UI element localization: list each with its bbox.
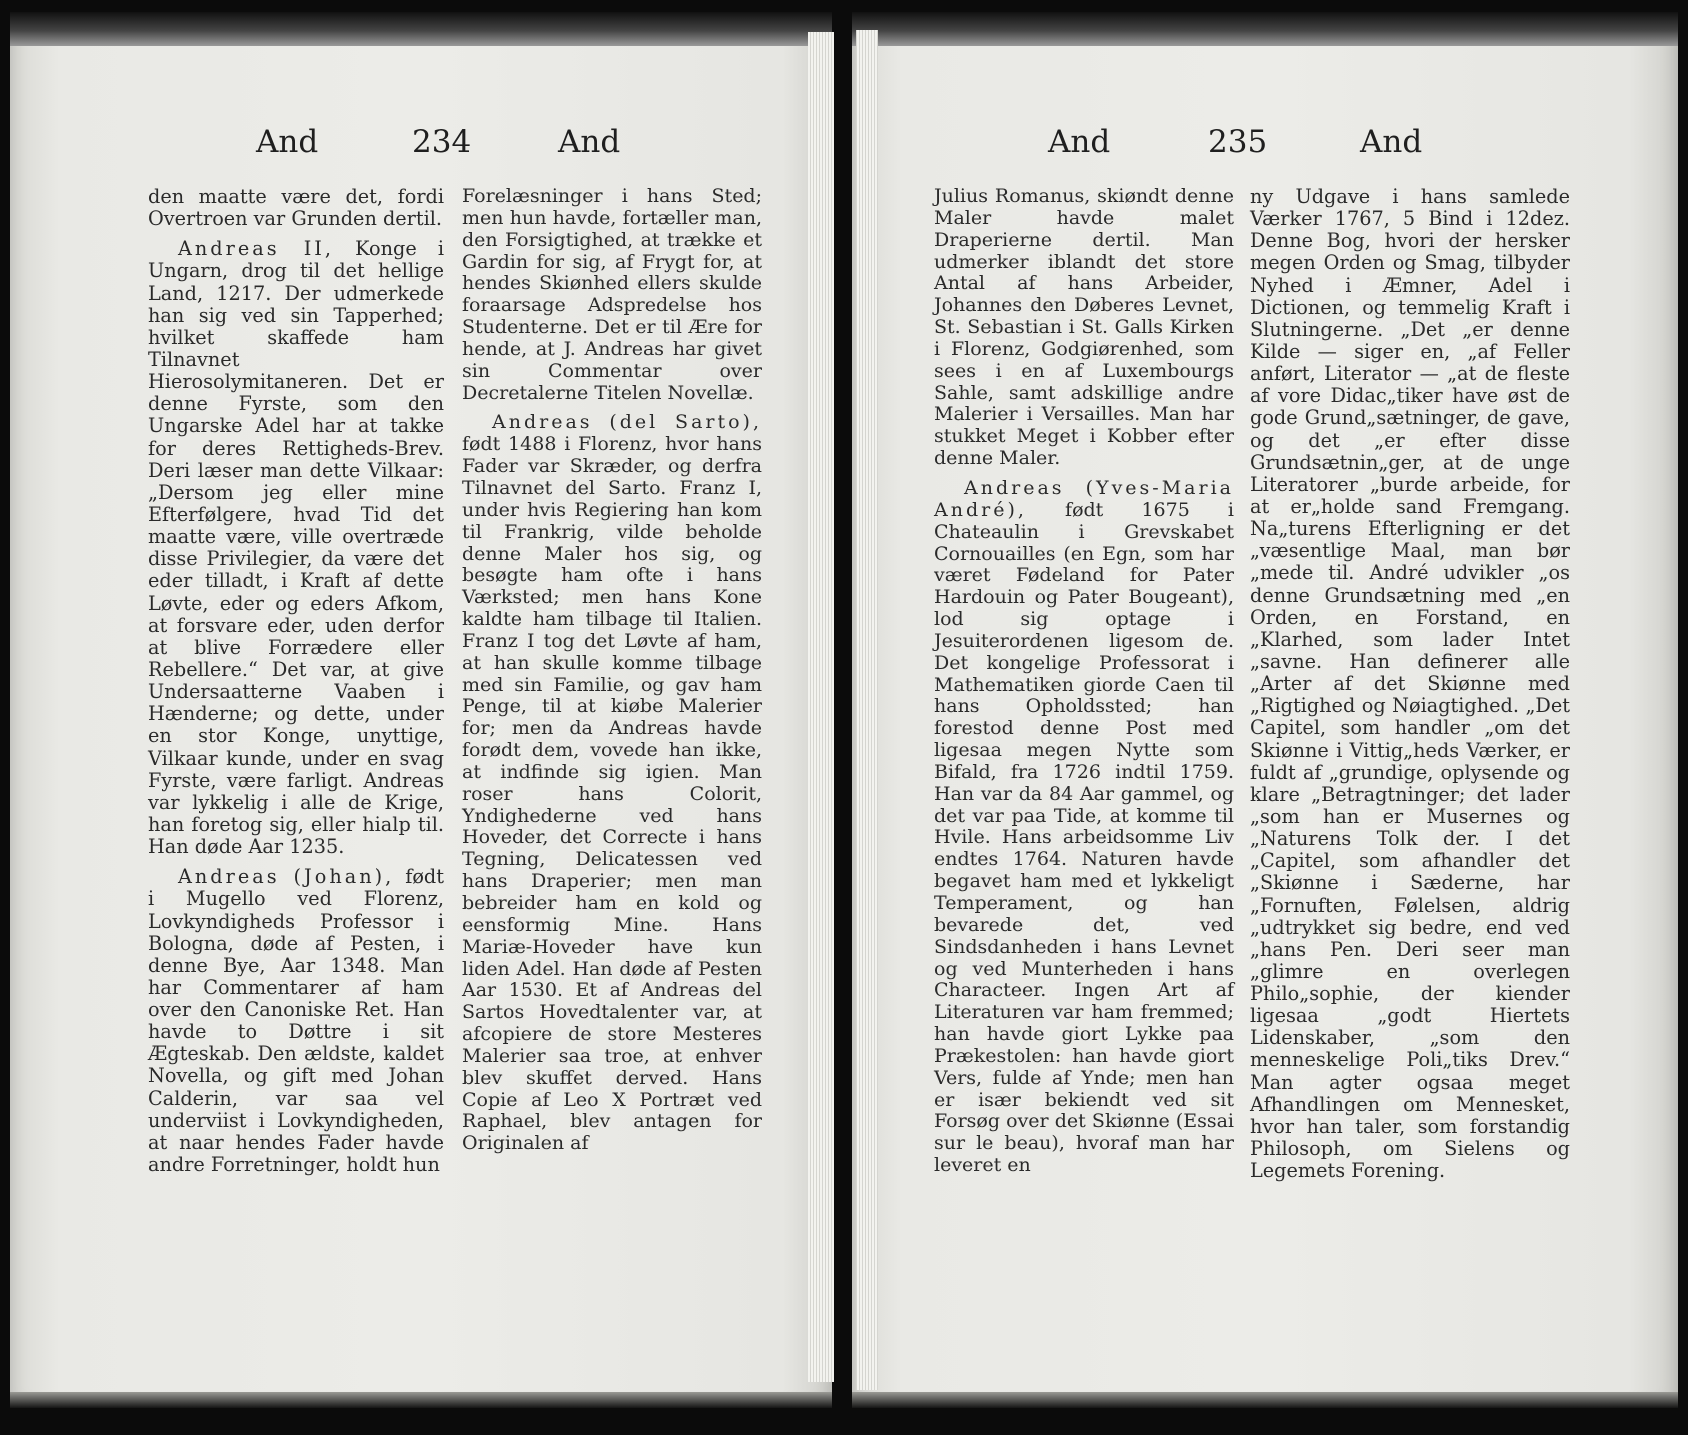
entry-heading: Andreas (Yves-Maria André), — [934, 476, 1234, 521]
running-header — [10, 124, 832, 174]
entry-andreas-del-sarto — [462, 412, 762, 1155]
header-right-word: And — [1360, 124, 1423, 160]
text-column-right — [1250, 186, 1570, 1182]
entry-text: født 1675 i Chateaulin i Grevskabet Cornouailles (en Egn, som har været Fødeland for Pater Hardouin og Pater Bougeant), lod sig optage i Jesuiterordenen ligesom de. Det kongelige Professorat i Mathematiken giorde Caen til hans Opholdssted; han forestod denne Post med ligesaa megen Nytte som Bifald, fra 1726 indtil 1759. Han var da 84 Aar gammel, og det var paa Tide, at komme til Hvile. Hans arbeidsomme Liv endtes 1764. Naturen havde begavet ham med et lykkeligt Temperament, og han bevarede det, ved Sindsdanheden i hans Levnet og ved Munterheden i hans Characteer. Ingen Art af Literaturen var ham fremmed; han havde giort Lykke paa Prækestolen: han havde giort Vers, fulde af Ynde; men han er især bekiendt ved sit Forsøg over det Skiønne (Essai sur le beau), hvoraf man har leveret en — [934, 498, 1235, 1177]
entry-text: Konge i Ungarn, drog til det hellige Land, 1217. Der udmerkede han sig ved sin Tapperhed; hvilket skaffede ham Tilnavnet Hierosolymitaneren. Det er denne Fyrste, som den Ungarske Adel har at takke for deres Rettigheds-Brev. Deri læser man dette Vilkaar: „Dersom jeg eller mine Efterfølgere, hvad Tid det maatte være, ville overtræde disse Privilegier, da være det eder tilladt, i Kraft af dette Løvte, eder og eders Afkom, at forsvare eder, uden derfor at blive Forrædere eller Rebellere.“ Det var, at give Undersaatterne Vaaben i Hænderne; og dette, under en stor Konge, unyttige, Vilkaar kunde, under en svag Fyrste, være farligt. Andreas var lykkelig i alle de Krige, han foretog sig, eller hialp til. Han døde Aar 1235. — [148, 237, 444, 859]
entry-heading: Andreas II, — [178, 237, 335, 261]
running-header — [852, 124, 1678, 174]
text-column-left — [934, 186, 1234, 1177]
page-top-shadow — [10, 12, 832, 46]
page-number: 234 — [412, 124, 472, 160]
entry-text: født i Mugello ved Florenz, Lovkyndigheds Professor i Bologna, døde af Pesten, i denne Bye, Aar 1348. Man har Commentarer af ham over den Canoniske Ret. Han havde to Døttre i sit Ægteskab. Den ældste, kaldet Novella, og gift med Johan Calderin, var saa vel underviist i Lovkyndigheden, at naar hendes Fader havde andre Forretninger, holdt hun — [148, 865, 444, 1177]
left-page — [10, 12, 832, 1408]
page-edge — [808, 32, 834, 1382]
page-top-shadow — [852, 12, 1678, 46]
entry-heading: Andreas (del Sarto), — [492, 411, 762, 434]
page-number: 235 — [1208, 124, 1268, 160]
paragraph: Julius Romanus, skiøndt denne Maler havde malet Draperierne dertil. Man udmerker iblandt det store Antal af hans Arbeider, Johannes den Døberes Levnet, St. Sebastian i St. Galls Kirken i Florenz, Godgiørenhed, som sees i en af Luxembourgs Sahle, samt adskillige andre Malerier i Versailles. Man har stukket Meget i Kobber efter denne Maler. — [934, 185, 1234, 470]
page-bottom-shadow — [10, 1392, 832, 1408]
paragraph: den maatte være det, fordi Overtroen var Grunden dertil. — [148, 185, 444, 231]
paragraph: Forelæsninger i hans Sted; men hun havde, fortæller man, den Forsigtighed, at trække et Gardin for sig, af Frygt for, at hendes Skiønhed ellers skulde foraarsage Adspredelse hos Studenterne. Det er til Ære for hende, at J. Andreas har givet sin Commentar over Decretalerne Titelen Novellæ. — [462, 185, 762, 404]
paragraph: ny Udgave i hans samlede Værker 1767, 5 Bind i 12dez. Denne Bog, hvori der hersker megen Orden og Smag, tilbyder Nyhed i Æmner, Adel i Dictionen, og temmelig Kraft i Slutningerne. „Det „er denne Kilde — siger en, „af Feller anført, Literator — „at de fleste af vore Didac„tiker have øst de gode Grund„sætninger, de gave, og det „er efter disse Grundsætnin„ger, at de unge Literatorer „burde arbeide, for at er„holde sand Fremgang. Na„turens Efterligning er det „væsentlige Maal, man bør „mede til. André udvikler „os denne Grundsætning med „en Orden, en Forstand, en „Klarhed, som lader Intet „savne. Han definerer alle „Arter af det Skiønne med „Rigtighed og Nøiagtighed. „Det Capitel, som handler „om det Skiønne i Vittig„heds Værker, er fuldt af „grundige, oplysende og klare „Betragtninger; det lader „som han er Musernes og „Naturens Tolk der. I det „Capitel, som afhandler det „Skiønne i Sæderne, har „Fornuften, Følelsen, aldrig „udtrykket sig bedre, end ved „hans Pen. Deri seer man „glimre en overlegen Philo„sophie, der kiender ligesaa „godt Hiertets Lidenskaber, „som den menneskelige Poli„tiks Drev.“ Man agter ogsaa meget Afhandlingen om Mennesket, hvor han taler, som forstandig Philosoph, om Sielens og Legemets Forening. — [1250, 185, 1570, 1183]
header-left-word: And — [256, 124, 319, 160]
entry-andreas-ii — [148, 238, 444, 858]
entry-andreas-yves-maria — [934, 478, 1234, 1177]
text-column-right — [462, 186, 762, 1155]
header-right-word: And — [558, 124, 621, 160]
entry-andreas-johan — [148, 866, 444, 1176]
entry-heading: Andreas (Johan), — [178, 865, 395, 889]
right-page — [852, 12, 1678, 1408]
page-bottom-shadow — [852, 1392, 1678, 1408]
entry-text: født 1488 i Florenz, hvor hans Fader var Skræder, og derfra Tilnavnet del Sarto. Franz I, under hvis Regiering han kom til Frankrig, vilde beholde denne Maler hos sig, og besøgte ham ofte i hans Værksted; men hans Kone kaldte ham tilbage til Italien. Franz I tog det Løvte af ham, at han skulle komme tilbage med sin Familie, og gav ham Penge, til at kiøbe Malerier for; men da Andreas havde forødt dem, vovede han ikke, at indfinde sig igien. Man roser hans Colorit, Yndighederne ved hans Hoveder, det Correcte i hans Tegning, Delicatessen ved hans Draperier; men man bebreider ham en kold og eensformig Mine. Hans Mariæ-Hoveder have kun liden Adel. Han døde af Pesten Aar 1530. Et af Andreas del Sartos Hovedtalenter var, at afcopiere de store Mesteres Malerier saa troe, at enhver blev skuffet derved. Hans Copie af Leo X Portræt ved Raphael, blev antagen for Originalen af — [462, 433, 762, 1155]
text-column-left — [148, 186, 444, 1176]
page-edge — [856, 30, 878, 1390]
header-left-word: And — [1048, 124, 1111, 160]
